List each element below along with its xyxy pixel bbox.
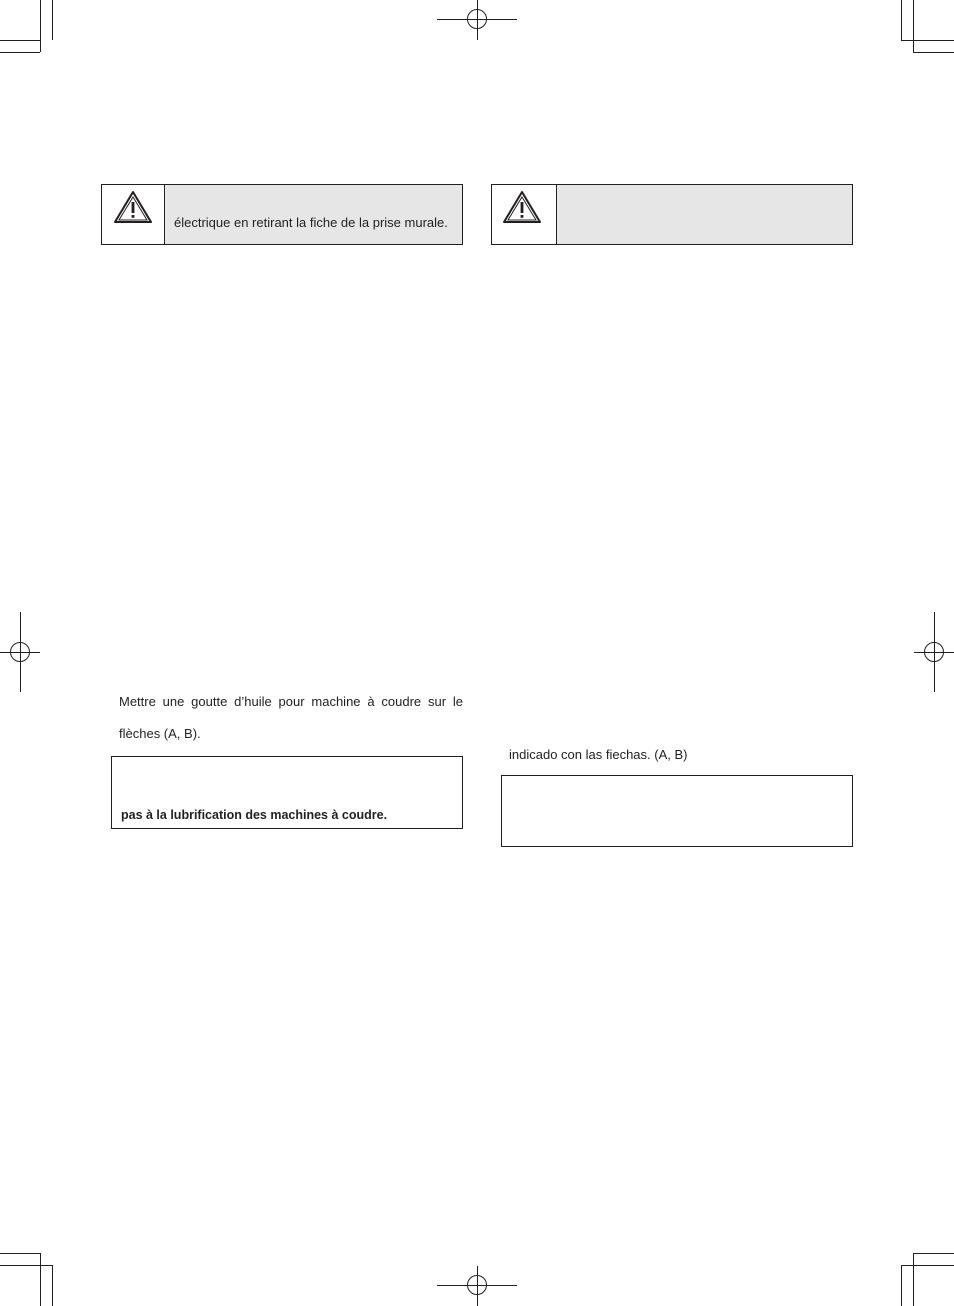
- warning-triangle-icon: [113, 190, 153, 224]
- warning-icon-cell: [102, 185, 165, 244]
- note-text: pas à la lubrification des machines à coudre.: [121, 808, 388, 822]
- note-box-spanish: [501, 775, 853, 847]
- warning-box-spanish: [491, 184, 853, 245]
- warning-icon-cell: [492, 185, 557, 244]
- warning-triangle-icon: [502, 190, 542, 224]
- note-box-french: [111, 756, 463, 829]
- warning-text-cell: [557, 185, 852, 244]
- instruction-line-spanish: indicado con las fiechas. (A, B): [509, 747, 688, 762]
- instruction-line-2: flèches (A, B).: [119, 726, 201, 741]
- warning-text-cell: [165, 185, 462, 244]
- warning-box-french: [101, 184, 463, 245]
- warning-text: électrique en retirant la fiche de la prise murale.: [174, 215, 448, 230]
- instruction-line-1: Mettre une goutte d’huile pour machine à coudre sur le: [119, 694, 463, 709]
